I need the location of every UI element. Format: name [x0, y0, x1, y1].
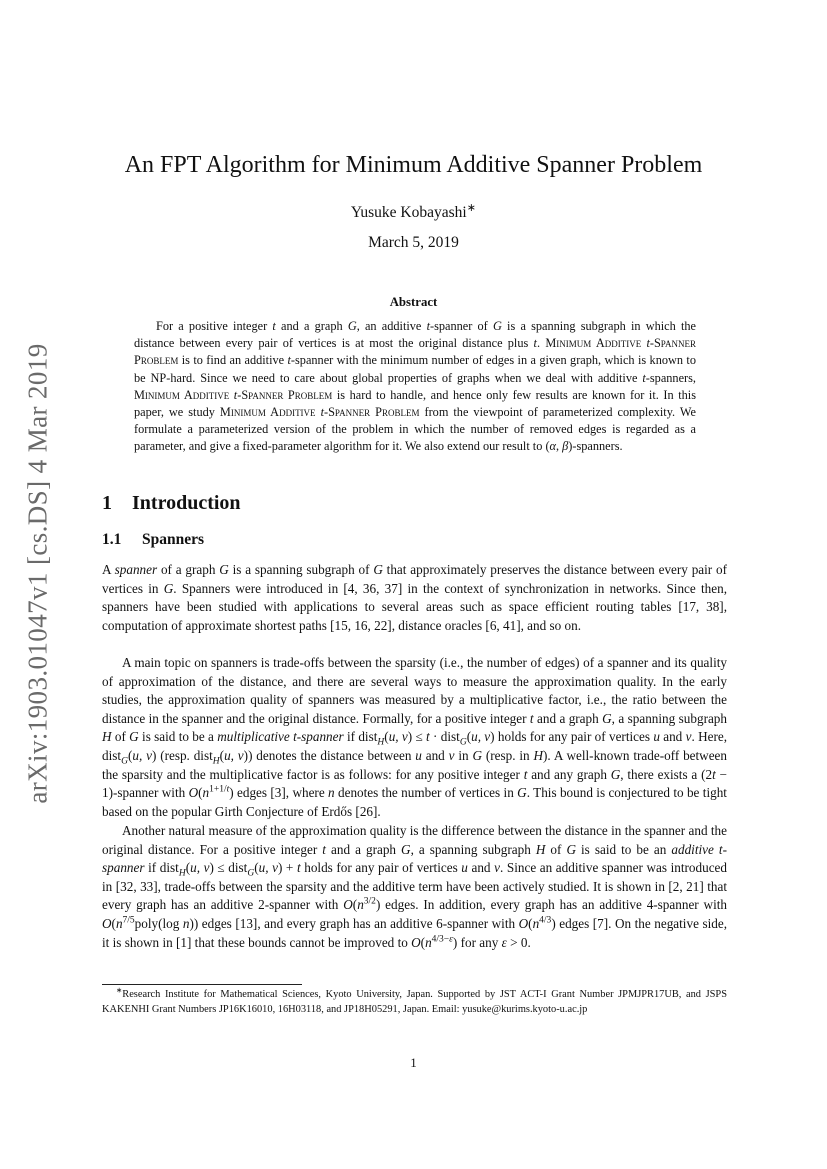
abstract-heading: Abstract: [389, 295, 438, 309]
paragraph-additive-spanner: Another natural measure of the approximation quality is the difference between the distance in the spanner and the original distance. For a positive integer t and a graph G, a spanning subgraph H of G is said to be an additive t-spanner if dist$_H$(u, v) ≤ dist$_G$(u, v) + t holds for any pair of vertices u and v. Since an additive spanner was introduced in [32, 33], trade-offs between the sparsity and the additive term have been actively studied. It is shown in [2, 21] that every graph has an additive 2-spanner with $O(n^{3/2})$ edges. In addition, every graph has an additive 4-spanner with $O(n^{7/5}poly(\log$ n)) edges [13], and every graph has an additive 6-spanner with $O(n^{4/3})$ edges [7]. On the negative side, it is shown in [1] that these bounds cannot be improved to $O(n^{4/3-\varepsilon})$ for any ε > 0.: [102, 823, 727, 950]
paragraph-spanner-definition: A spanner of a graph G is a spanning subgraph of G that approximately preserves the distance between every pair of vertices in G. Spanners were introduced in [4, 36, 37] in the context of synchronization in networks. Since then, spanners have been studied with applications to several areas such as space efficient routing tables [17, 38], computation of approximate shortest paths [15, 16, 22], distance oracles [6, 41], and so on.: [102, 562, 727, 633]
page-number: 1: [410, 1055, 417, 1070]
paper-title: An FPT Algorithm for Minimum Additive Spanner Problem: [124, 152, 703, 178]
paper-date: March 5, 2019: [368, 234, 459, 251]
paragraph-multiplicative-spanner: A main topic on spanners is trade-offs between the sparsity (i.e., the number of edges) of a spanner and its quality of approximation of the distance, and there are several ways to measure the approximation quality. In the early studies, the approximation quality of spanners was measured by a multiplicative factor, i.e., the ratio between the distance in the spanner and the original distance. Formally, for a positive integer t and a graph G, a spanning subgraph H of G is said to be a multiplicative t-spanner if dist$_H$(u, v) ≤ t · dist$_G$(u, v) holds for any pair of vertices u and v. Here, dist$_G$(u, v) (resp. dist$_H$(u, v)) denotes the distance between u and v in G (resp. in H). A well-known trade-off between the sparsity and the multiplicative factor is as follows: for any positive integer t and any graph G, there exists a (2t − 1)-spanner with $O(n^{1+1/t})$ edges [3], where n denotes the number of vertices in G. This bound is conjectured to be tight based on the popular Girth Conjecture of Erdős [26].: [102, 655, 728, 819]
abstract-text: For a positive integer t and a graph G, an additive t-spanner of G is a spanning subgraph in which the distance between every pair of vertices is at most the original distance plus t. Minimum Additive t-Spanner Problem is to find an additive t-spanner with the minimum number of edges in a given graph, which is known to be NP-hard. Since we need to care about global properties of graphs when we deal with additive t-spanners, Minimum Additive t-Spanner Problem is hard to handle, and hence only few results are known for it. In this paper, we study Minimum Additive t-Spanner Problem from the viewpoint of parameterized complexity. We formulate a parameterized version of the problem in which the number of removed edges is regarded as a parameter, and give a fixed-parameter algorithm for it. We also extend our result to (α, β)-spanners.: [134, 319, 697, 454]
footnote-rule: [102, 984, 302, 985]
subsection-heading-spanners: 1.1 Spanners: [102, 531, 205, 548]
section-heading-introduction: 1 Introduction: [102, 492, 241, 514]
footnote-affiliation: ∗Research Institute for Mathematical Sciences, Kyoto University, Japan. Supported by JST ACT-I Grant Number JPMJPR17UB, and JSPS KAKENHI Grant Numbers JP16K16010, 16H03118, and JP18H05291, Japan. Email: yusuke@kurims.kyoto-u.ac.jp: [102, 985, 727, 1015]
paper-author: Yusuke Kobayashi∗: [350, 201, 477, 221]
arxiv-identifier: arXiv:1903.01047v1 [cs.DS] 4 Mar 2019: [22, 342, 53, 804]
